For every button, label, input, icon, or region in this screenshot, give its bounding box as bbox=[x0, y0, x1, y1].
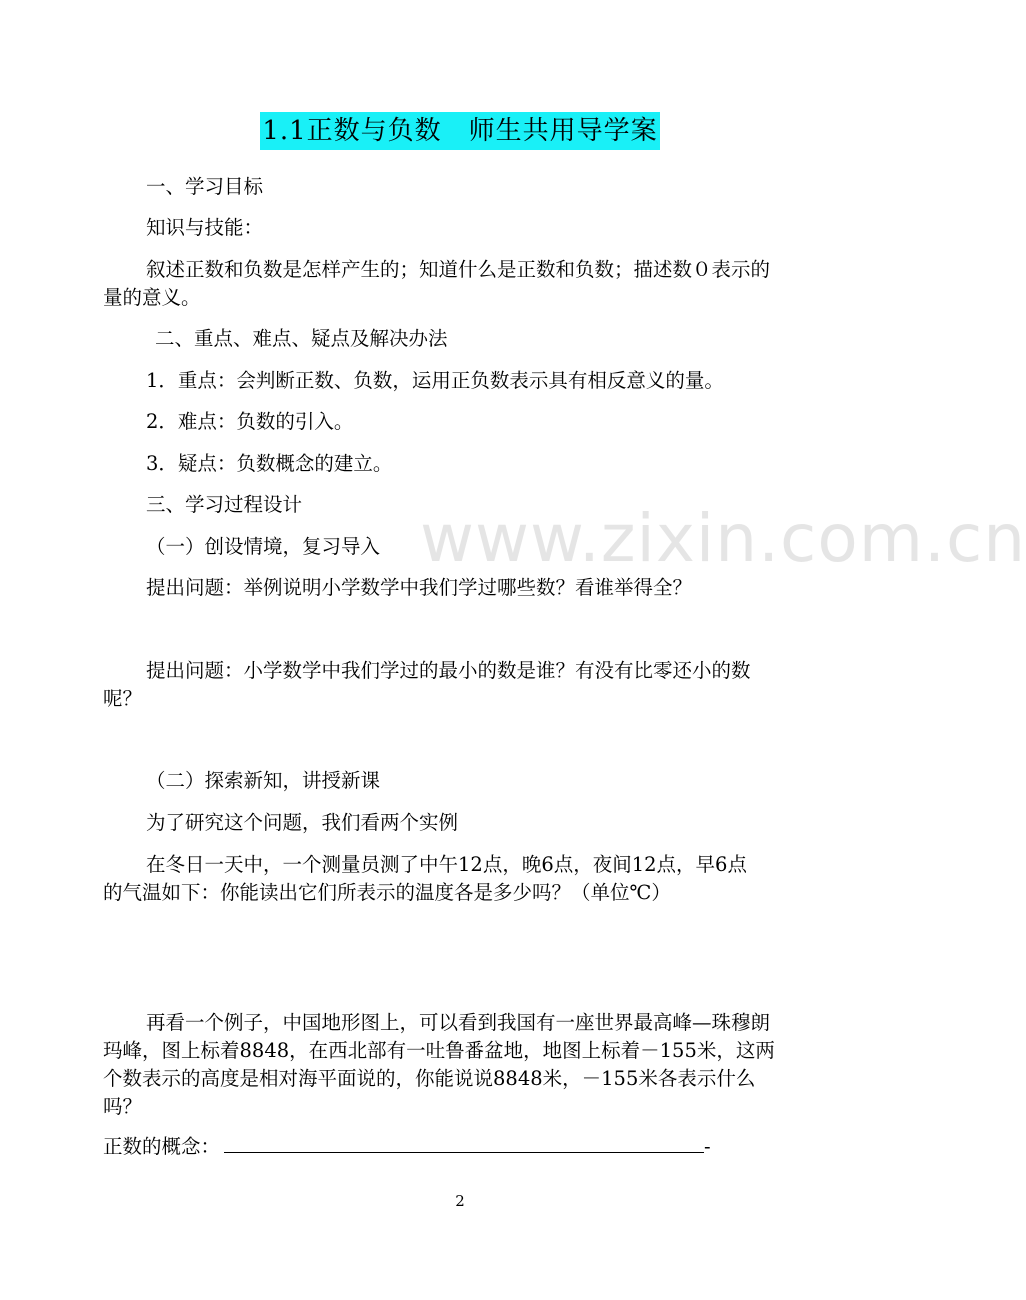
blank-tail: - bbox=[704, 1135, 711, 1158]
section-heading-process: 三、学习过程设计 bbox=[146, 493, 303, 516]
list-item: 1．重点：会判断正数、负数，运用正负数表示具有相反意义的量。 bbox=[146, 369, 724, 392]
section-heading-keypoints: 二、重点、难点、疑点及解决办法 bbox=[155, 327, 448, 350]
paragraph-line: 在冬日一天中，一个测量员测了中午12点，晚6点，夜间12点，早6点 bbox=[146, 853, 747, 876]
subsection-heading: （二）探索新知，讲授新课 bbox=[146, 769, 381, 792]
section-heading-objectives: 一、学习目标 bbox=[146, 175, 264, 198]
list-item: 2．难点：负数的引入。 bbox=[146, 410, 354, 433]
title-wrap bbox=[0, 112, 920, 150]
paragraph-line: 玛峰，图上标着8848，在西北部有一吐鲁番盆地，地图上标着－155米，这两 bbox=[103, 1039, 775, 1062]
paragraph-line: 叙述正数和负数是怎样产生的；知道什么是正数和负数；描述数０表示的 bbox=[146, 258, 771, 281]
page-number: 2 bbox=[455, 1192, 465, 1210]
page-title: 1.1正数与负数 师生共用导学案 bbox=[260, 112, 659, 150]
paragraph-line: 吗？ bbox=[103, 1095, 143, 1118]
subheading-knowledge: 知识与技能： bbox=[146, 216, 264, 239]
paragraph-line: 为了研究这个问题，我们看两个实例 bbox=[146, 811, 459, 834]
paragraph-line: 提出问题：举例说明小学数学中我们学过哪些数？看谁举得全？ bbox=[146, 576, 693, 599]
subsection-heading: （一）创设情境，复习导入 bbox=[146, 535, 381, 558]
concept-fill-line bbox=[103, 1134, 711, 1160]
paragraph-line: 呢？ bbox=[103, 687, 143, 710]
answer-blank[interactable] bbox=[224, 1134, 704, 1153]
watermark: www.zixin.com.cn bbox=[420, 500, 1026, 577]
concept-label: 正数的概念： bbox=[103, 1135, 221, 1158]
list-item: 3．疑点：负数概念的建立。 bbox=[146, 452, 393, 475]
paragraph-line: 的气温如下：你能读出它们所表示的温度各是多少吗？（单位℃） bbox=[103, 881, 671, 904]
paragraph-line: 再看一个例子，中国地形图上，可以看到我国有一座世界最高峰—珠穆朗 bbox=[146, 1011, 771, 1034]
paragraph-line: 量的意义。 bbox=[103, 286, 201, 309]
paragraph-line: 个数表示的高度是相对海平面说的，你能说说8848米，－155米各表示什么 bbox=[103, 1067, 756, 1090]
paragraph-line: 提出问题：小学数学中我们学过的最小的数是谁？有没有比零还小的数 bbox=[146, 659, 751, 682]
